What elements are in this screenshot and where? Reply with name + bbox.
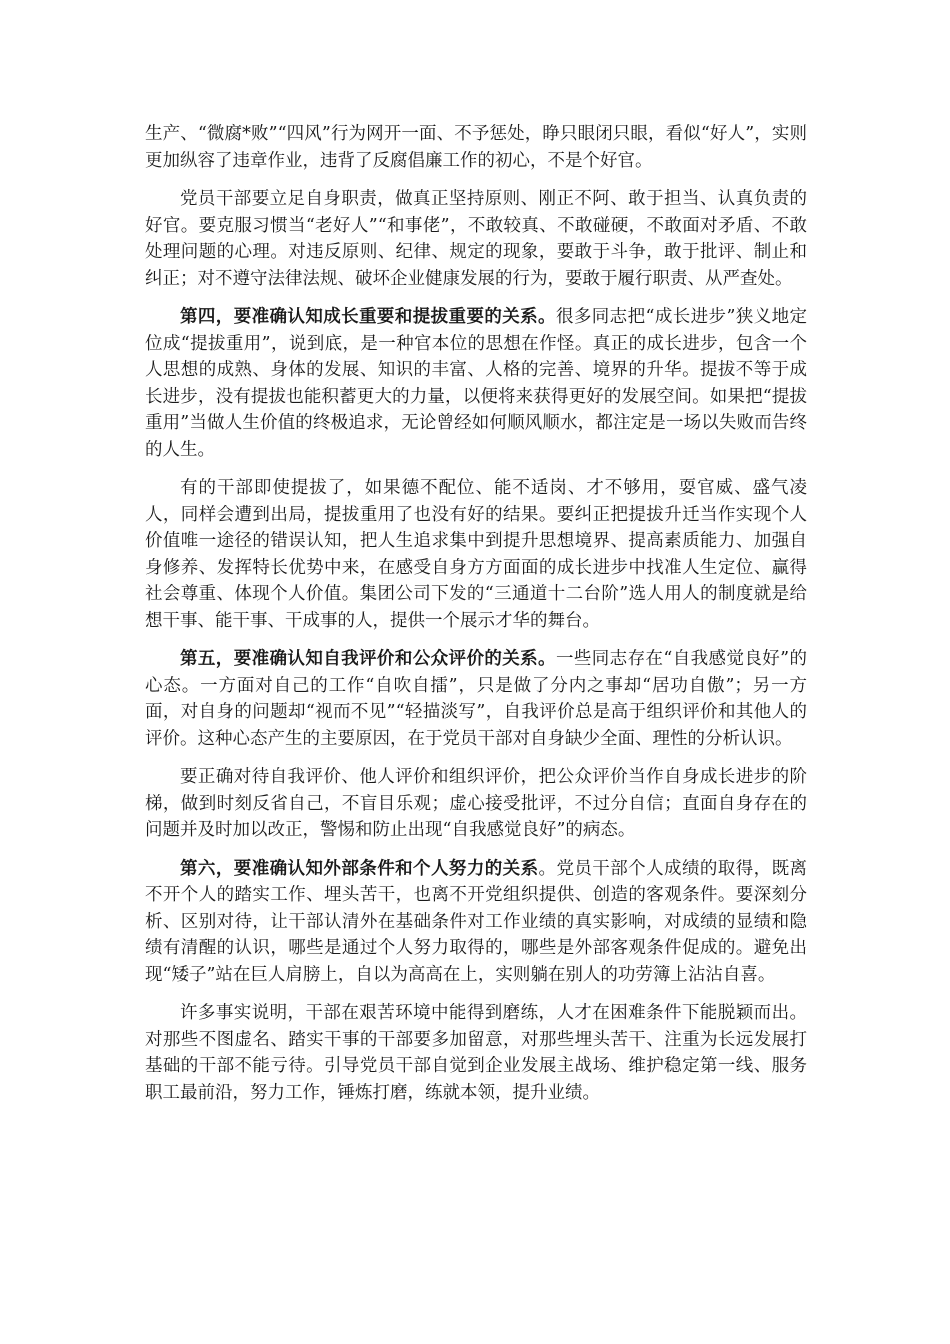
paragraph-text: 党员干部要立足自身职责，做真正坚持原则、刚正不阿、敢于担当、认真负责的好官。要克服习惯当“老好人”“和事佬”，不敢较真、不敢碰硬，不敢面对矛盾、不敢处理问题的心理。对违反原则、纪律、规定的现象，要敢于斗争，敢于批评、制止和纠正；对不遵守法律法规、破坏企业健康发展的行为，要敢于履行职责、从严查处。: [145, 189, 807, 289]
paragraph-1: [145, 121, 807, 174]
paragraph-text: 一些同志存在“自我感觉良好”的心态。一方面对自己的工作“自吹自擂”，只是做了分内之事却“居功自傲”；另一方面，对自身的问题却“视而不见”“轻描淡写”，自我评价总是高于组织评价和其他人的评价。这种心态产生的主要原因，在于党员干部对自身缺少全面、理性的分析认识。: [145, 649, 807, 749]
paragraph-text: 许多事实说明，干部在艰苦环境中能得到磨练，人才在困难条件下能脱颖而出。对那些不图虚名、踏实干事的干部要多加留意，对那些埋头苦干、注重为长远发展打基础的干部不能亏待。引导党员干部自觉到企业发展主战场、维护稳定第一线、服务职工最前沿，努力工作，锤炼打磨，练就本领，提升业绩。: [145, 1003, 807, 1103]
paragraph-4: [145, 475, 807, 634]
paragraph-7: [145, 856, 807, 989]
paragraph-text: 有的干部即使提拔了，如果德不配位、能不适岗、才不够用，耍官威、盛气凌人，同样会遭到出局，提拔重用了也没有好的结果。要纠正把提拔升迁当作实现个人价值唯一途径的错误认知，把人生追求集中到提升思想境界、提高素质能力、加强自身修养、发挥特长优势中来，在感受自身方方面面的成长进步中找准人生定位、赢得社会尊重、体现个人价值。集团公司下发的“三通道十二台阶”选人用人的制度就是给想干事、能干事、干成事的人，提供一个展示才华的舞台。: [145, 478, 807, 631]
section-heading-4: 第四，要准确认知成长重要和提拔重要的关系。: [180, 307, 556, 327]
paragraph-text: 要正确对待自我评价、他人评价和组织评价，把公众评价当作自身成长进步的阶梯，做到时刻反省自己，不盲目乐观；虚心接受批评，不过分自信；直面自身存在的问题并及时加以改正，警惕和防止出现“自我感觉良好”的病态。: [145, 767, 807, 840]
paragraph-text: 很多同志把“成长进步”狭义地定位成“提拔重用”，说到底，是一种官本位的思想在作怪。真正的成长进步，包含一个人思想的成熟、身体的发展、知识的丰富、人格的完善、境界的升华。提拔不等于成长进步，没有提拔也能积蓄更大的力量，以便将来获得更好的发展空间。如果把“提拔重用”当做人生价值的终极追求，无论曾经如何顺风顺水，都注定是一场以失败而告终的人生。: [145, 307, 807, 460]
section-heading-5: 第五，要准确认知自我评价和公众评价的关系。: [180, 649, 556, 669]
paragraph-text: 生产、“微腐*败”“四风”行为网开一面、不予惩处，睁只眼闭只眼，看似“好人”，实则更加纵容了违章作业，违背了反腐倡廉工作的初心，不是个好官。: [145, 124, 807, 171]
paragraph-text: 。党员干部个人成绩的取得，既离不开个人的踏实工作、埋头苦干，也离不开党组织提供、创造的客观条件。要深刻分析、区别对待，让干部认清外在基础条件对工作业绩的真实影响，对成绩的显绩和隐绩有清醒的认识，哪些是通过个人努力取得的，哪些是外部客观条件促成的。避免出现“矮子”站在巨人肩膀上，自以为高高在上，实则躺在别人的功劳簿上沾沾自喜。: [145, 858, 808, 985]
paragraph-2: [145, 186, 807, 292]
document-page: [145, 121, 807, 1118]
paragraph-5: [145, 646, 807, 752]
section-heading-6: 第六，要准确认知外部条件和个人努力的关系: [180, 858, 539, 879]
paragraph-3: [145, 304, 807, 463]
paragraph-6: [145, 764, 807, 844]
paragraph-8: [145, 1000, 807, 1106]
